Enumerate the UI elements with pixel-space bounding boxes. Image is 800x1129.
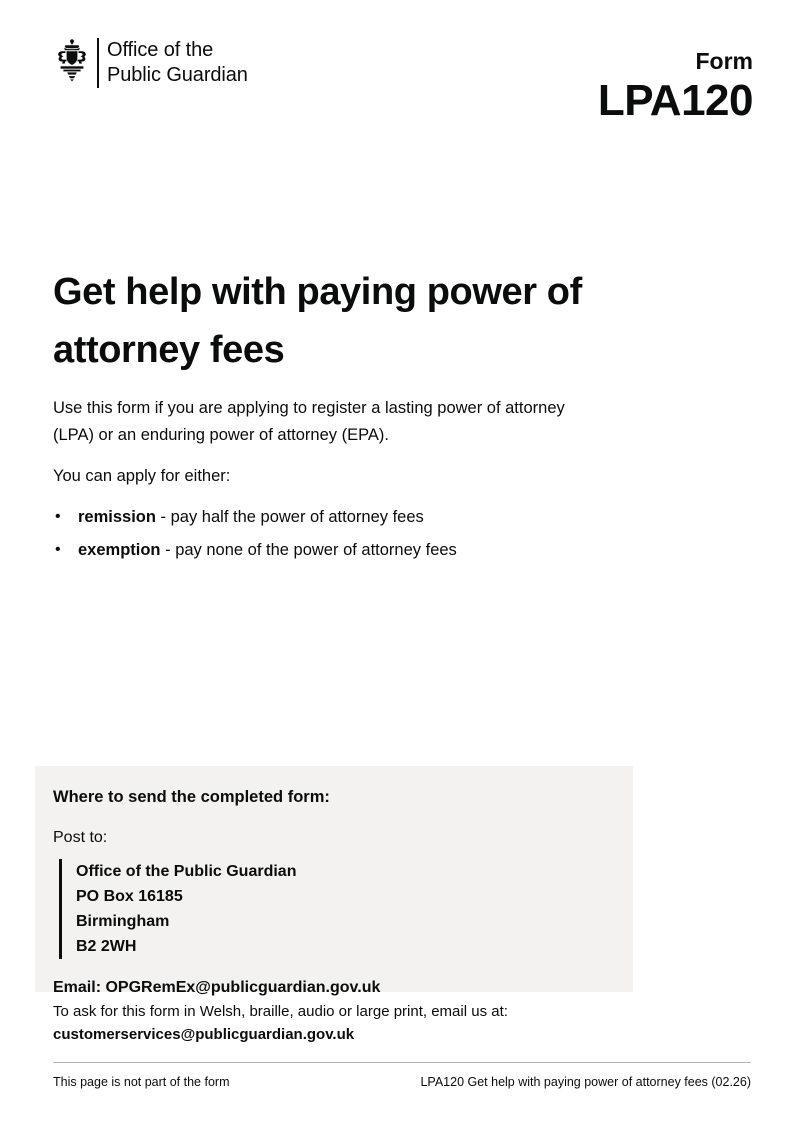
option-term: remission <box>78 508 156 526</box>
postal-address <box>59 859 611 959</box>
panel-title: Where to send the completed form: <box>53 788 330 806</box>
alternative-formats-section <box>53 1000 653 1046</box>
address-line: PO Box 16185 <box>76 888 183 905</box>
royal-crest-icon <box>53 38 91 82</box>
opg-logo <box>53 38 248 88</box>
form-code: LPA120 <box>597 76 753 125</box>
customer-services-email: customerservices@publicguardian.gov.uk <box>53 1026 355 1043</box>
list-item <box>53 504 593 531</box>
opg-wordmark-line1: Office of the <box>107 39 214 61</box>
alternative-formats-text: To ask for this form in Welsh, braille, audio or large print, email us at: <box>53 1003 508 1020</box>
address-line: Birmingham <box>76 913 170 930</box>
document-footer <box>53 1073 751 1091</box>
footer-left-note: This page is not part of the form <box>53 1075 230 1089</box>
address-line: B2 2WH <box>76 938 137 955</box>
option-description: - pay half the power of attorney fees <box>155 508 424 526</box>
post-to-label: Post to: <box>53 829 108 846</box>
footer-divider <box>53 1062 751 1063</box>
panel-email-line: Email: OPGRemEx@publicguardian.gov.uk <box>53 979 381 996</box>
form-label: Form <box>695 48 753 74</box>
intro-section <box>53 395 593 570</box>
intro-paragraph-1: Use this form if you are applying to register a lasting power of attorney (LPA) or an enduring power of attorney (EPA). <box>53 399 565 444</box>
page-title: Get help with paying power of attorney fees <box>53 271 582 372</box>
where-to-send-panel <box>35 766 633 996</box>
footer-right-note: LPA120 Get help with paying power of attorney fees (02.26) <box>420 1075 751 1089</box>
option-term: exemption <box>78 541 161 559</box>
apply-options-list <box>53 504 593 564</box>
opg-wordmark-line2: Public Guardian <box>107 64 248 86</box>
opg-wordmark <box>97 38 248 88</box>
document-header <box>53 38 753 148</box>
address-line: Office of the Public Guardian <box>76 863 297 880</box>
option-description: - pay none of the power of attorney fees <box>160 541 457 559</box>
intro-paragraph-2: You can apply for either: <box>53 467 231 485</box>
list-item <box>53 537 593 564</box>
